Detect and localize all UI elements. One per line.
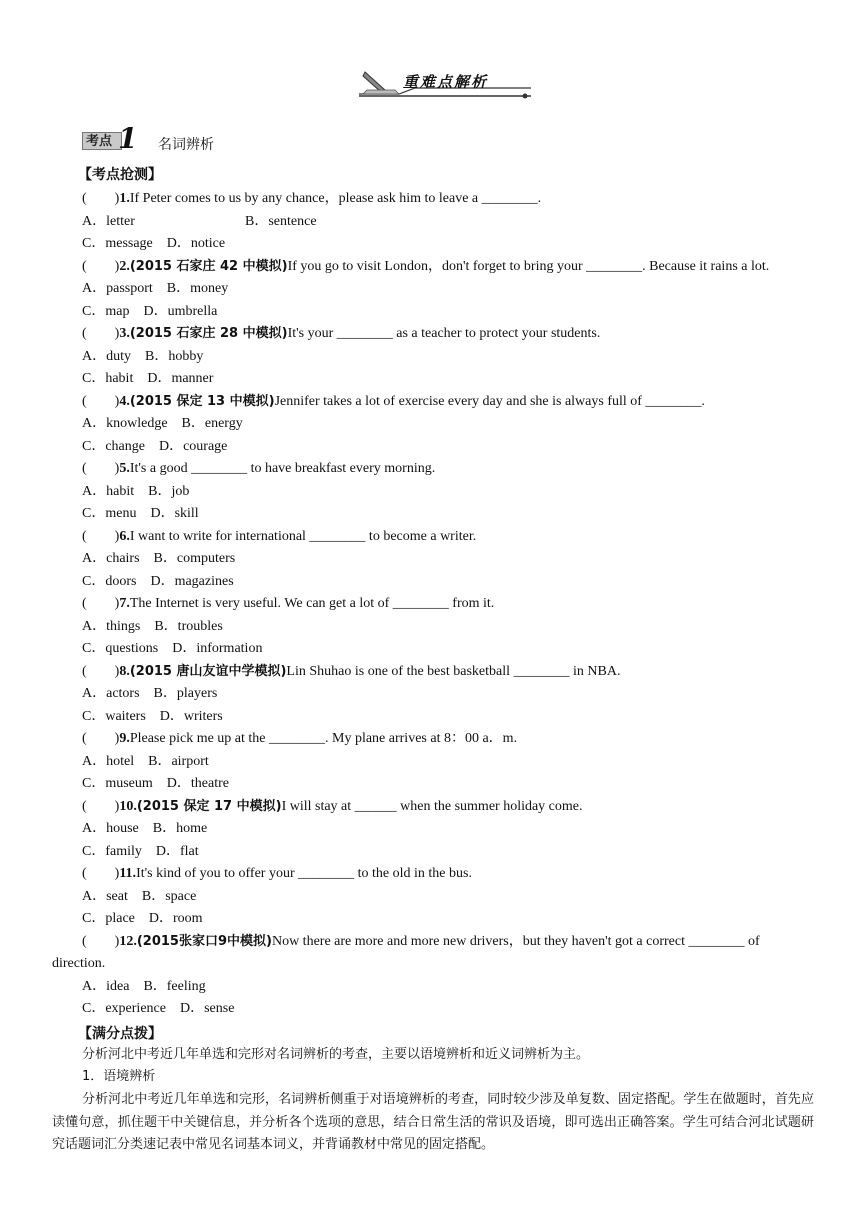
question-text: Please pick me up at the ________. My plane arrives at 8：00 a．m. <box>129 731 518 746</box>
question-number: 12. <box>119 933 137 949</box>
option-d[interactable]: D．theatre <box>166 776 229 791</box>
question-number: 6. <box>119 528 130 544</box>
answer-blank[interactable]: ( ) <box>82 596 120 611</box>
option-a[interactable]: A．things <box>82 618 141 634</box>
option-b[interactable]: B．money <box>166 281 229 296</box>
question-stem <box>82 393 705 411</box>
options-row-ab <box>82 685 217 703</box>
option-d[interactable]: D．notice <box>166 236 226 251</box>
question-number: 9. <box>119 731 130 746</box>
question-source: (2015 石家庄 42 中模拟) <box>129 258 288 274</box>
option-b[interactable]: B．feeling <box>143 978 206 994</box>
option-d[interactable]: D．skill <box>150 506 199 521</box>
question-stem <box>82 933 760 951</box>
options-row-ab <box>82 888 196 906</box>
option-c[interactable]: C．family <box>82 843 142 859</box>
options-row-cd <box>82 708 223 726</box>
option-c[interactable]: C．questions <box>82 641 159 656</box>
option-c[interactable]: C．habit <box>82 371 134 386</box>
option-c[interactable]: C．change <box>82 438 145 454</box>
question-number: 3. <box>119 326 130 341</box>
answer-blank[interactable]: ( ) <box>82 393 120 409</box>
option-d[interactable]: D．umbrella <box>143 303 218 319</box>
options-row-cd <box>82 370 213 388</box>
option-c[interactable]: C．place <box>82 911 135 926</box>
section-tips-heading: 【满分点拨】 <box>78 1026 162 1042</box>
answer-blank[interactable]: ( ) <box>82 933 120 949</box>
kaodian-title: 名词辨析 <box>158 137 214 153</box>
options-row-cd <box>82 438 227 456</box>
option-b[interactable]: B．energy <box>181 416 243 431</box>
option-a[interactable]: A．idea <box>82 978 130 994</box>
question-number: 7. <box>119 596 130 611</box>
option-d[interactable]: D．sense <box>179 1001 235 1016</box>
question-number: 5. <box>119 461 130 476</box>
question-text: Now there are more and more new drivers，but they haven't got a correct ________ of <box>271 933 760 949</box>
options-row-cd <box>82 775 229 793</box>
options-row-cd <box>82 843 199 861</box>
options-row-ab <box>82 820 207 838</box>
question-stem <box>82 258 769 276</box>
option-a[interactable]: A．passport <box>82 281 153 296</box>
options-row-ab <box>82 348 203 366</box>
section-quiz-heading: 【考点抢测】 <box>78 167 162 183</box>
question-text: I want to write for international ________ to become a writer. <box>129 528 477 544</box>
option-b[interactable]: B．home <box>152 821 208 836</box>
option-c[interactable]: C．message <box>82 236 153 251</box>
option-c[interactable]: C．waiters <box>82 708 146 724</box>
question-source: (2015 唐山友谊中学模拟) <box>129 663 287 679</box>
question-stem <box>82 663 620 681</box>
option-b[interactable]: B．computers <box>153 551 236 566</box>
question-source: (2015 保定 17 中模拟) <box>136 798 282 814</box>
options-row-cd <box>82 235 225 253</box>
option-a[interactable]: A．chairs <box>82 551 140 566</box>
question-number: 10. <box>119 798 137 814</box>
options-row-cd <box>82 910 203 928</box>
option-a[interactable]: A．duty <box>82 348 131 364</box>
question-stem <box>82 595 494 613</box>
kaodian-number: 1 <box>118 122 138 155</box>
question-text: If Peter comes to us by any chance，please ask him to leave a ________. <box>129 191 542 206</box>
option-b[interactable]: B．sentence <box>245 213 317 229</box>
option-b[interactable]: B．airport <box>148 753 209 769</box>
option-d[interactable]: D．flat <box>155 843 199 859</box>
question-text: Lin Shuhao is one of the best basketball ________ in NBA. <box>286 663 621 679</box>
question-text: It's kind of you to offer your ________ to the old in the bus. <box>136 866 472 881</box>
question-stem <box>82 325 600 343</box>
question-number: 8. <box>119 663 130 679</box>
option-d[interactable]: D．manner <box>147 371 214 386</box>
option-a[interactable]: A．hotel <box>82 753 135 769</box>
question-text: If you go to visit London，don't forget to bring your ________. Because it rains a lot. <box>287 258 770 274</box>
option-d[interactable]: D．room <box>148 911 203 926</box>
kaodian-label: 考点 <box>82 132 122 150</box>
answer-blank[interactable]: ( ) <box>82 866 120 881</box>
question-text: I will stay at ______ when the summer holiday come. <box>281 798 583 814</box>
option-a[interactable]: A．habit <box>82 483 135 499</box>
option-a[interactable]: A．knowledge <box>82 416 168 431</box>
question-stem <box>82 190 541 208</box>
option-d[interactable]: D．courage <box>158 438 228 454</box>
options-row-ab <box>82 213 317 231</box>
option-b[interactable]: B．space <box>141 888 197 904</box>
question-number: 4. <box>119 393 130 409</box>
answer-blank[interactable]: ( ) <box>82 528 120 544</box>
option-d[interactable]: D．writers <box>159 708 223 724</box>
options-row-ab <box>82 618 223 636</box>
tips-body: 分析河北中考近几年单选和完形，名词辨析侧重于对语境辨析的考查，同时较少涉及单复数、固定搭配。学生在做题时，首先应读懂句意，抓住题干中关键信息，并分析各个选项的意思，结合日常生活的常识及语境，即可选出正确答案。学生可结合河北试题研究话题词汇分类速记表中常见名词基本词义，并背诵教材中常见的固定搭配。 <box>52 1092 814 1152</box>
options-row-ab <box>82 415 243 433</box>
option-c[interactable]: C．doors <box>82 573 137 589</box>
option-d[interactable]: D．information <box>172 641 263 656</box>
option-b[interactable]: B．players <box>153 686 218 701</box>
option-b[interactable]: B．troubles <box>154 618 223 634</box>
answer-blank[interactable]: ( ) <box>82 731 120 746</box>
question-text: The Internet is very useful. We can get a lot of ________ from it. <box>129 596 495 611</box>
option-a[interactable]: A．house <box>82 821 139 836</box>
options-row-cd <box>82 573 234 591</box>
options-row-ab <box>82 978 206 996</box>
question-stem <box>82 865 472 883</box>
options-row-ab <box>82 483 189 501</box>
option-b[interactable]: B．hobby <box>145 348 204 364</box>
options-row-cd <box>82 1000 234 1018</box>
question-stem <box>82 460 435 478</box>
question-source: (2015 保定 13 中模拟) <box>129 393 275 409</box>
question-stem <box>82 528 476 546</box>
options-row-cd <box>82 640 262 658</box>
question-text: It's your ________ as a teacher to protect your students. <box>287 326 601 341</box>
question-source: (2015张家口9中模拟) <box>136 933 272 949</box>
options-row-ab <box>82 280 228 298</box>
answer-blank[interactable]: ( ) <box>82 798 120 814</box>
option-c[interactable]: C．menu <box>82 506 137 521</box>
question-source: (2015 石家庄 28 中模拟) <box>129 326 288 341</box>
option-a[interactable]: A．letter <box>82 213 135 229</box>
option-b[interactable]: B．job <box>148 483 190 499</box>
answer-blank[interactable]: ( ) <box>82 326 120 341</box>
options-row-cd <box>82 505 199 523</box>
question-text: Jennifer takes a lot of exercise every day and she is always full of ________. <box>274 393 705 409</box>
options-row-ab <box>82 753 209 771</box>
question-text: It's a good ________ to have breakfast every morning. <box>129 461 436 476</box>
option-c[interactable]: C．map <box>82 303 130 319</box>
option-d[interactable]: D．magazines <box>150 573 234 589</box>
answer-blank[interactable]: ( ) <box>82 258 120 274</box>
question-text-continued: direction. <box>52 956 106 971</box>
answer-blank[interactable]: ( ) <box>82 191 120 206</box>
section-banner <box>355 64 535 104</box>
option-c[interactable]: C．experience <box>82 1001 166 1016</box>
option-c[interactable]: C．museum <box>82 776 153 791</box>
options-row-cd <box>82 303 217 321</box>
question-stem <box>82 730 517 748</box>
question-stem <box>82 798 583 816</box>
options-row-ab <box>82 550 235 568</box>
question-number: 2. <box>119 258 130 274</box>
tips-intro: 分析河北中考近几年单选和完形对名词辨析的考查，主要以语境辨析和近义词辨析为主。 <box>82 1047 590 1062</box>
option-a[interactable]: A．seat <box>82 888 128 904</box>
option-a[interactable]: A．actors <box>82 686 140 701</box>
banner-title: 重难点解析 <box>403 73 489 91</box>
tips-point-1: 1．语境辨析 <box>82 1069 156 1084</box>
answer-blank[interactable]: ( ) <box>82 663 120 679</box>
question-number: 11. <box>119 866 137 881</box>
question-number: 1. <box>119 191 130 206</box>
answer-blank[interactable]: ( ) <box>82 461 120 476</box>
